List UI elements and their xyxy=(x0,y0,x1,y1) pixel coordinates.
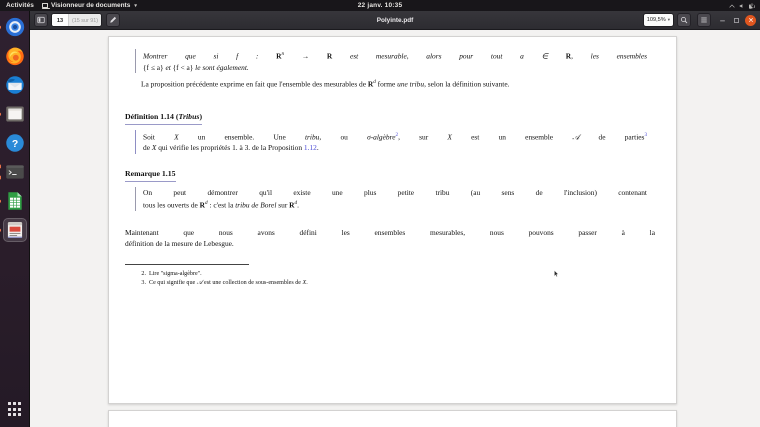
maximize-button[interactable] xyxy=(731,15,742,26)
paragraph-next-line1: Maintenant que nous avons défini les ensembles mesurables, nous pouvons passer à la xyxy=(125,228,655,237)
grid-dot xyxy=(13,402,16,405)
dock-item-help[interactable] xyxy=(3,131,27,155)
chevron-down-icon: ▾ xyxy=(667,17,670,22)
cross-reference-link[interactable]: 1.12 xyxy=(303,143,317,153)
remark-line2: tous les ouverts de $R^d$ : c'est la tribu de Borel sur $R^d$. xyxy=(143,199,299,210)
dock-item-thunderbird[interactable] xyxy=(3,73,27,97)
grid-dot xyxy=(18,402,21,405)
page-number-input[interactable]: 13 xyxy=(52,14,69,26)
grid-dot xyxy=(13,408,16,411)
footnote-item: 2. Lire "sigma-algèbre". xyxy=(141,271,202,277)
main-menu-button[interactable] xyxy=(697,13,711,27)
laptop-icon xyxy=(42,3,48,8)
thunderbird-icon xyxy=(5,75,25,95)
dock-item-terminal[interactable] xyxy=(3,160,27,184)
chevron-down-icon: ▾ xyxy=(134,2,137,9)
dock xyxy=(0,11,30,427)
grid-dot xyxy=(8,413,11,416)
proposition-quote-line1: Montrer que si f : $R^n \to R$ est mesurable, alors pour tout a ∈ R, les ensembles xyxy=(143,51,647,61)
clock[interactable]: 22 janv. 10:35 xyxy=(357,2,403,9)
maximize-icon xyxy=(733,17,740,24)
app-menu-button[interactable] xyxy=(42,2,137,9)
grid-dot xyxy=(18,413,21,416)
pdf-page-content xyxy=(109,37,676,403)
zoom-level-label: 109,5% xyxy=(646,17,666,23)
grid-dot xyxy=(18,408,21,411)
footnote-rule xyxy=(125,264,249,265)
grid-dot xyxy=(8,402,11,405)
definition-line1: Soit X un ensemble. Une tribu, ou σ-algèbre$^2$, sur X est un ensemble 𝒜 de parties$^3$ xyxy=(143,131,648,142)
dock-item-calc[interactable] xyxy=(3,189,27,213)
grid-dot xyxy=(13,413,16,416)
paragraph-next-line2: définition de la mesure de Lebesgue. xyxy=(125,239,234,249)
hamburger-menu-icon xyxy=(700,16,708,24)
files-icon xyxy=(5,104,25,124)
page-selector[interactable] xyxy=(51,13,102,27)
paragraph-proposition-text: La proposition précédente exprime en fait que l'ensemble des mesurables de $R^d$ forme une tribu, selon la définition suivante. xyxy=(141,79,510,89)
dock-item-firefox[interactable] xyxy=(3,44,27,68)
definition-quote xyxy=(135,130,647,154)
window-title: Polyinte.pdf xyxy=(376,16,414,24)
definition-block xyxy=(125,111,655,154)
pdf-page-current xyxy=(108,36,677,404)
app-menu-label: Visionneur de documents xyxy=(51,2,131,9)
remark-block xyxy=(125,168,655,211)
power-icon xyxy=(749,3,755,9)
definition-line2: de X qui vérifie les propriétés 1. à 3. de la Proposition 1.12. xyxy=(143,143,319,153)
proposition-quote-line2: {f ≤ a} et {f < a} le sont également. xyxy=(143,62,249,72)
libreoffice-calc-icon xyxy=(5,191,25,211)
search-icon xyxy=(680,16,688,24)
gnome-top-bar xyxy=(0,0,760,11)
proposition-quote-block xyxy=(135,49,647,73)
paragraph-next xyxy=(125,227,655,249)
volume-icon xyxy=(739,3,745,9)
system-status-area[interactable] xyxy=(729,3,755,9)
footnotes xyxy=(125,270,645,287)
document-viewer-icon xyxy=(5,220,25,240)
sidebar-icon xyxy=(37,16,45,24)
search-button[interactable] xyxy=(677,13,691,27)
close-icon xyxy=(748,17,754,23)
mouse-cursor xyxy=(554,270,559,278)
close-button[interactable] xyxy=(745,15,756,26)
definition-heading: Définition 1.14 (Tribus) xyxy=(125,111,655,125)
paragraph-proposition xyxy=(125,77,655,90)
minimize-button[interactable] xyxy=(717,15,728,26)
dock-item-files[interactable] xyxy=(3,102,27,126)
annotate-button[interactable] xyxy=(106,13,120,27)
document-viewer-window xyxy=(30,11,760,427)
show-applications-button[interactable] xyxy=(3,397,27,421)
help-icon xyxy=(5,133,25,153)
remark-heading: Remarque 1.15 xyxy=(125,168,655,182)
dock-item-document-viewer[interactable] xyxy=(3,218,27,242)
header-bar xyxy=(30,11,760,30)
document-canvas[interactable] xyxy=(30,30,760,427)
footnote-item: 3. Ce qui signifie que 𝒜 est une collection de sous-ensembles de X. xyxy=(141,279,308,286)
remark-quote xyxy=(135,187,647,211)
activities-button[interactable]: Activités xyxy=(6,2,34,9)
pdf-page-next xyxy=(108,410,677,427)
sidebar-toggle-button[interactable] xyxy=(34,13,48,27)
zoom-selector[interactable] xyxy=(643,13,674,27)
chromium-icon xyxy=(5,17,25,37)
svg-text:?: ? xyxy=(11,138,18,150)
firefox-icon xyxy=(5,46,25,66)
dock-item-chromium[interactable] xyxy=(3,15,27,39)
minimize-icon xyxy=(719,17,726,24)
network-icon xyxy=(729,3,735,9)
terminal-icon xyxy=(5,162,25,182)
remark-line1: On peut démontrer qu'il existe une plus petite tribu (au sens de l'inclusion) contenant xyxy=(143,187,647,197)
header-bar-right xyxy=(643,13,756,27)
pencil-icon xyxy=(109,16,117,24)
page-total-label: (15 sur 91) xyxy=(69,14,101,26)
grid-dot xyxy=(8,408,11,411)
